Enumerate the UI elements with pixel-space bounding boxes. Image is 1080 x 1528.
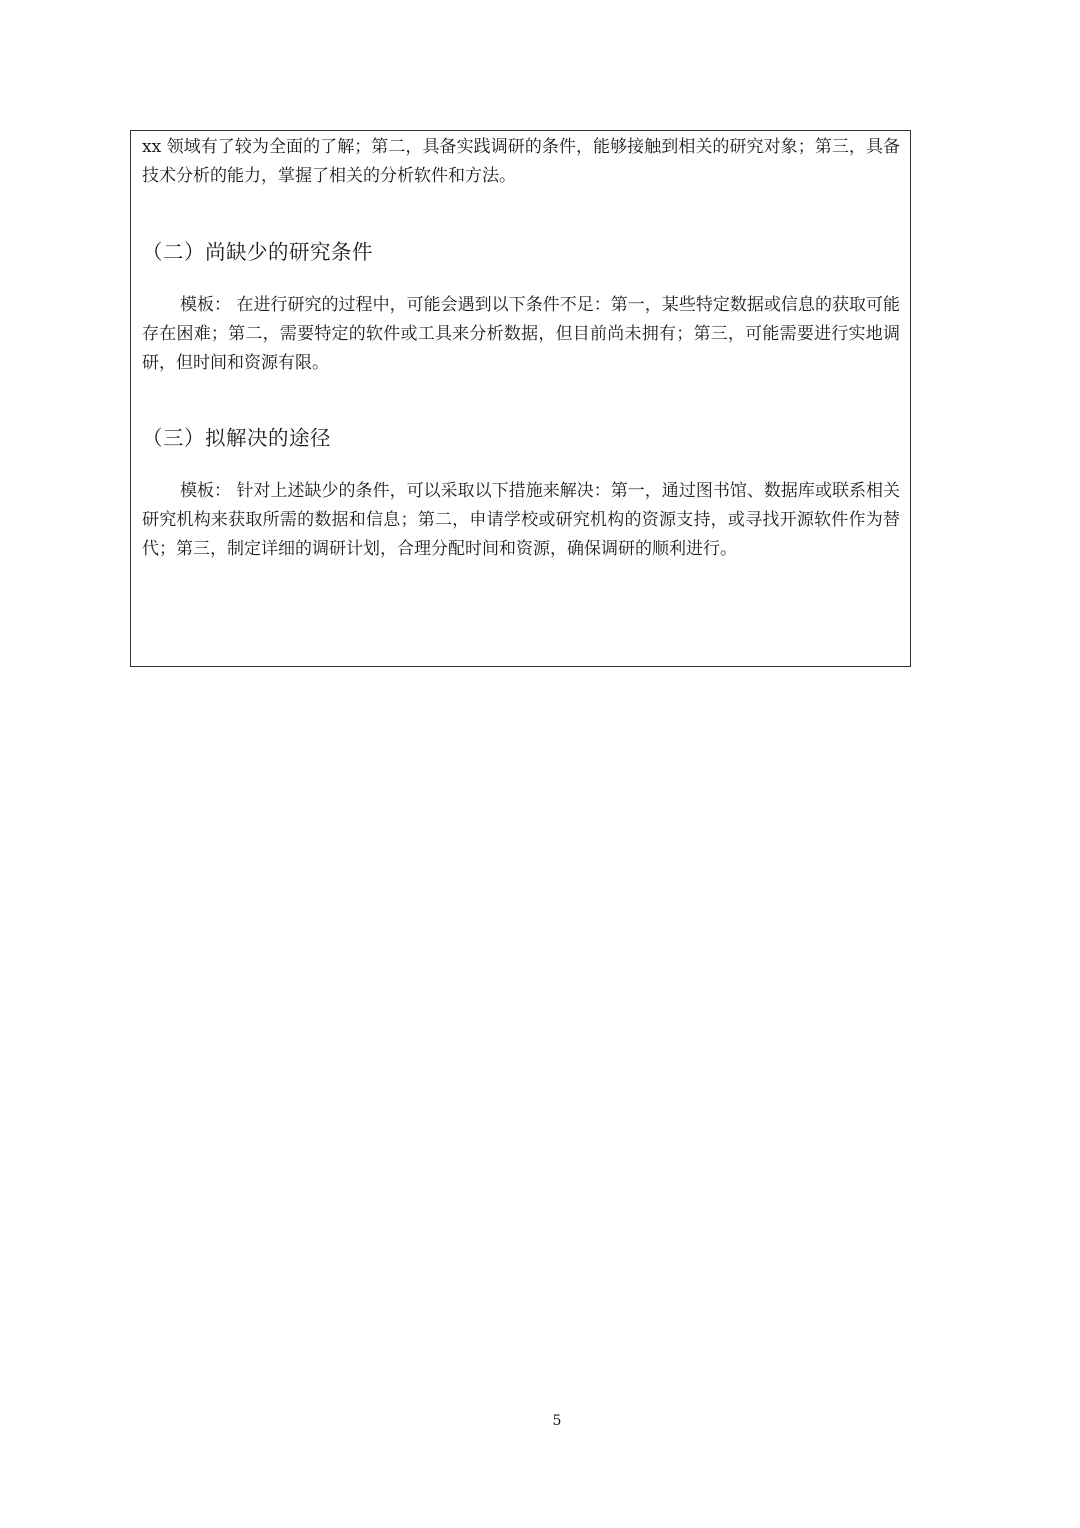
- section-heading-solutions: （三）拟解决的途径: [142, 426, 331, 450]
- continued-paragraph: xx 领域有了较为全面的了解；第二，具备实践调研的条件，能够接触到相关的研究对象；第三，具备技术分析的能力，掌握了相关的分析软件和方法。: [142, 137, 900, 186]
- content-table-cell: [130, 130, 911, 667]
- section-heading-missing-conditions: （二）尚缺少的研究条件: [142, 240, 373, 264]
- section-body-solutions: 模板： 针对上述缺少的条件，可以采取以下措施来解决：第一，通过图书馆、数据库或联系相关研究机构来获取所需的数据和信息；第二，申请学校或研究机构的资源支持，或寻找开源软件作为替代；第三，制定详细的调研计划，合理分配时间和资源，确保调研的顺利进行。: [142, 481, 900, 559]
- section-body-missing-conditions: 模板： 在进行研究的过程中，可能会遇到以下条件不足：第一，某些特定数据或信息的获取可能存在困难；第二，需要特定的软件或工具来分析数据，但目前尚未拥有；第三，可能需要进行实地调研，但时间和资源有限。: [142, 295, 900, 373]
- page-number: 5: [552, 1413, 562, 1429]
